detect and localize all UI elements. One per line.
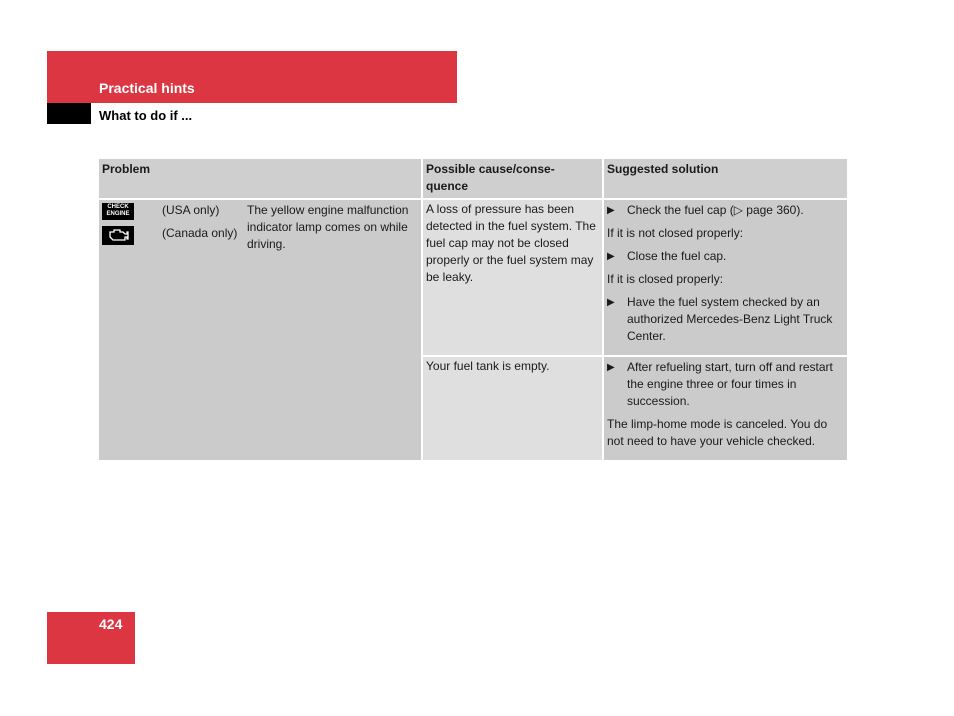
region-canada: (Canada only) [162, 226, 238, 240]
solution-step [607, 202, 844, 219]
cause-cell: Your fuel tank is empty. [422, 356, 603, 460]
solution-note: The limp-home mode is canceled. You do not need to have your vehicle checked. [607, 417, 828, 448]
check-engine-icon: CHECK ENGINE [102, 203, 134, 220]
bullet-arrow-icon: ▶ [607, 297, 615, 308]
solution-cell [603, 356, 847, 460]
solution-step [607, 294, 844, 345]
engine-icon [102, 226, 134, 245]
indicator-lamps [102, 202, 162, 253]
region-labels [162, 202, 247, 253]
problem-cell [99, 199, 422, 460]
solution-cell [603, 199, 847, 356]
solution-note: If it is closed properly: [607, 272, 724, 286]
table-header-row [99, 159, 847, 199]
column-header-solution: Suggested solution [603, 159, 847, 199]
solution-step [607, 248, 844, 265]
cause-cell: A loss of pressure has been detected in the fuel system. The fuel cap may not be closed properly or the fuel system may be leaky. [422, 199, 603, 356]
table-row [99, 199, 847, 356]
bullet-arrow-icon: ▶ [607, 205, 615, 216]
section-title: Practical hints [99, 80, 195, 96]
bullet-arrow-icon: ▶ [607, 251, 615, 262]
solution-step [607, 359, 844, 410]
section-marker [47, 103, 91, 124]
column-header-cause-text: Possible cause/conse- quence [426, 162, 555, 193]
troubleshooting-table [99, 159, 847, 460]
column-header-cause [422, 159, 603, 199]
bullet-arrow-icon: ▶ [607, 362, 615, 373]
step-text: After refueling start, turn off and restart the engine three or four times in succession. [627, 360, 833, 408]
subsection-title: What to do if ... [99, 108, 193, 123]
region-usa: (USA only) [162, 203, 220, 217]
step-text: Check the fuel cap (▷ page 360). [627, 203, 804, 217]
page-number: 424 [99, 616, 123, 632]
column-header-problem: Problem [99, 159, 422, 199]
solution-note: If it is not closed properly: [607, 226, 744, 240]
problem-description: The yellow engine malfunction indicator lamp comes on while driving. [247, 203, 409, 251]
step-text: Have the fuel system checked by an authorized Mercedes-Benz Light Truck Center. [627, 295, 833, 343]
step-text: Close the fuel cap. [627, 249, 727, 263]
